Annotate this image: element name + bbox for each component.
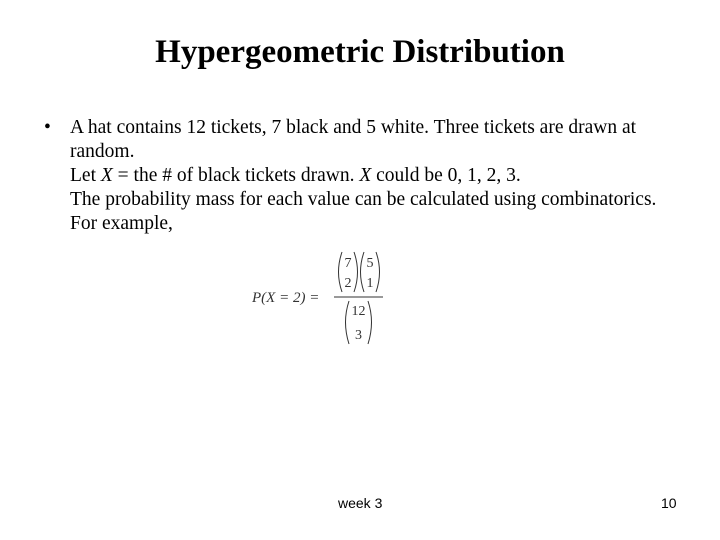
formula-graphic <box>252 246 392 350</box>
line3-part-c: could be 0, 1, 2, 3. <box>371 165 521 186</box>
slide-title: Hypergeometric Distribution <box>155 34 565 70</box>
numerator-2-top: 5 <box>366 256 374 271</box>
bullet-text-line-5: For example, <box>70 213 173 234</box>
right-paren-3 <box>368 301 372 344</box>
formula-lhs: P(X = 2) = <box>252 290 320 306</box>
bullet-text-line-2: random. <box>70 141 135 162</box>
bullet-text-line-4: The probability mass for each value can be calculated using combinatorics. <box>70 189 657 210</box>
numerator-1-bottom: 2 <box>344 276 352 291</box>
bullet-marker: • <box>44 117 51 138</box>
line3-part-b: = the # of black tickets drawn. <box>112 165 360 186</box>
left-paren-3 <box>346 301 350 344</box>
left-paren-2 <box>361 252 365 292</box>
denominator-top: 12 <box>351 304 366 319</box>
line3-part-a: Let <box>70 165 101 186</box>
left-paren-1 <box>339 252 343 292</box>
right-paren-2 <box>376 252 380 292</box>
bullet-text-line-1: A hat contains 12 tickets, 7 black and 5 white. Three tickets are drawn at <box>70 117 637 138</box>
probability-formula <box>252 246 392 350</box>
footer-label: week 3 <box>338 495 383 511</box>
numerator-2-bottom: 1 <box>366 276 374 291</box>
variable-x: X <box>359 165 372 186</box>
right-paren-1 <box>354 252 358 292</box>
denominator-bottom: 3 <box>355 328 362 343</box>
numerator-1-top: 7 <box>344 256 352 271</box>
variable-x: X <box>100 165 113 186</box>
bullet-list <box>44 116 694 236</box>
bullet-text-line-3 <box>70 164 694 188</box>
page-number: 10 <box>661 495 677 511</box>
bullet-item <box>44 116 694 236</box>
